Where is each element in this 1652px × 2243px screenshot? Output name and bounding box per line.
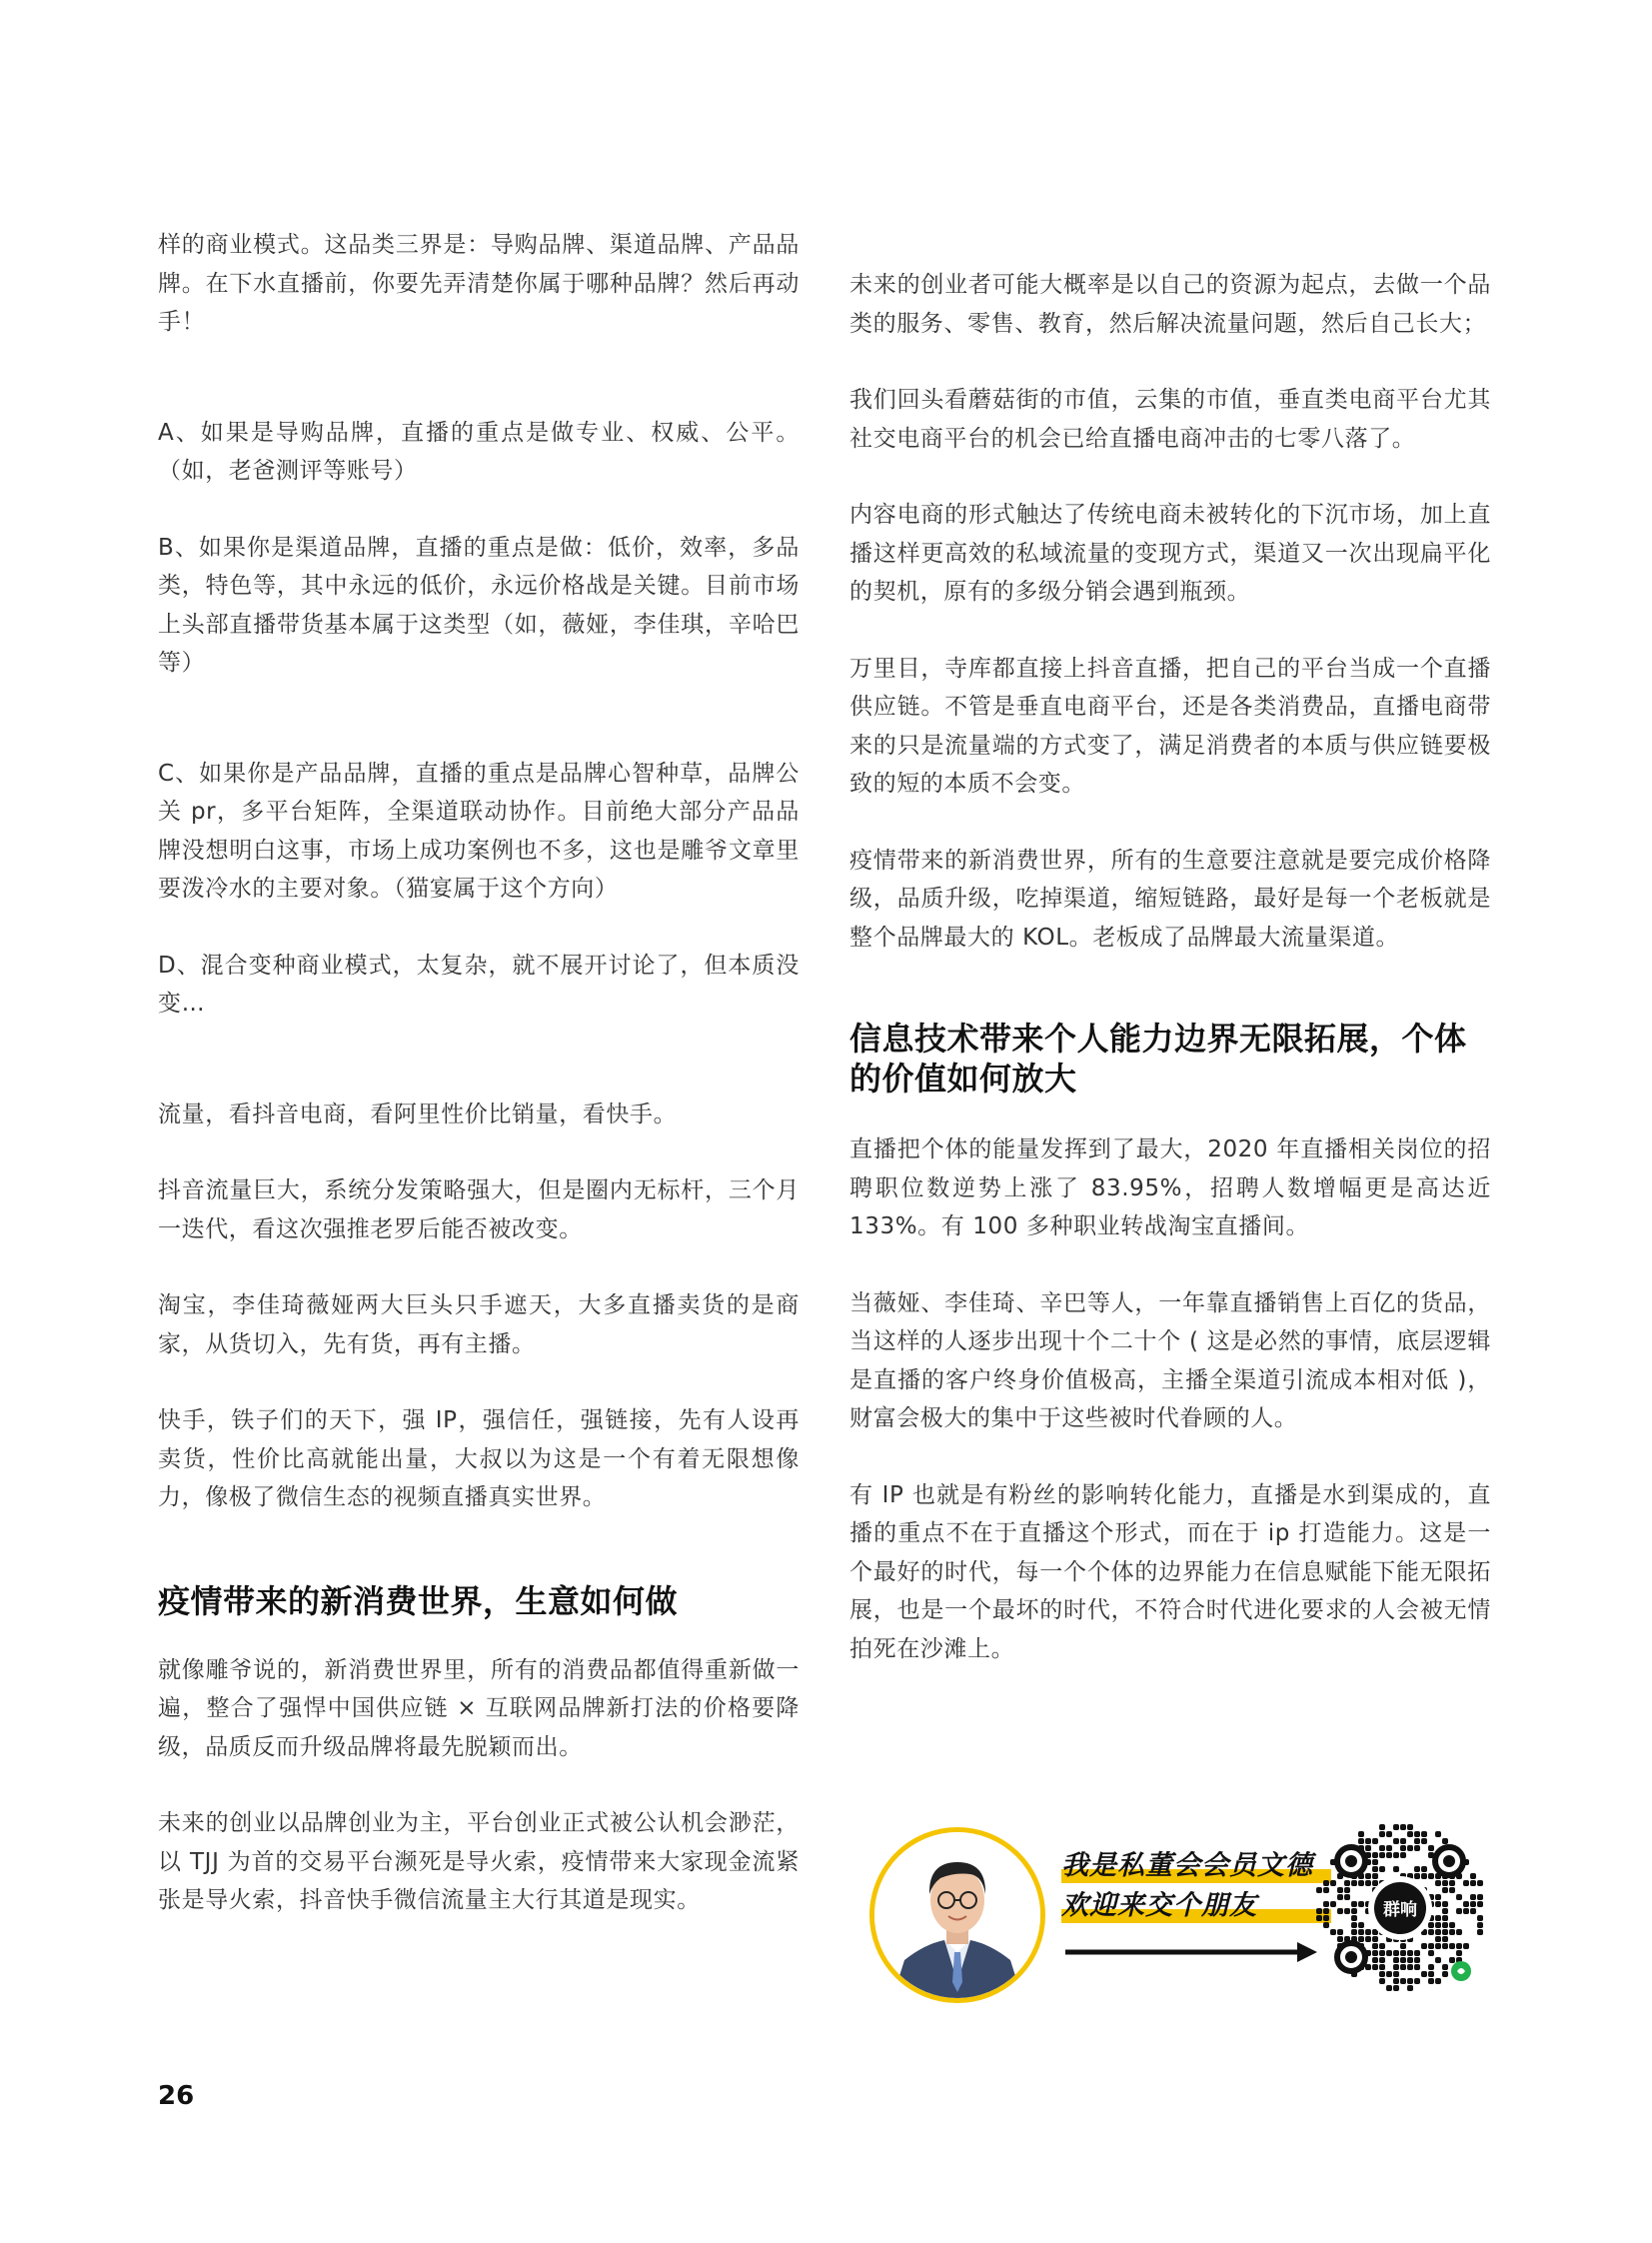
paragraph: 疫情带来的新消费世界，所有的生意要注意就是要完成价格降级，品质升级，吃掉渠道，缩短链路，最好是每一个老板就是整个品牌最大的 KOL。老板成了品牌最大流量渠道。 [849,847,1491,951]
qr-code-icon [1313,1821,1487,1995]
arrow-right-icon [1061,1937,1321,1967]
promo-line-1: 我是私董会会员文德 [1061,1847,1331,1885]
paragraph: 我们回头看蘑菇街的市值，云集的市值，垂直类电商平台尤其社交电商平台的机会已给直播电商冲击的七零八落了。 [849,387,1491,452]
paragraph: 未来的创业者可能大概率是以自己的资源为起点，去做一个品类的服务、零售、教育，然后解决流量问题，然后自己长大； [849,272,1491,337]
paragraph: 内容电商的形式触达了传统电商未被转化的下沉市场，加上直播这样更高效的私域流量的变现方式，渠道又一次出现扁平化的契机，原有的多级分销会遇到瓶颈。 [849,502,1491,605]
paragraph: A、如果是导购品牌，直播的重点是做专业、权威、公平。（如，老爸测评等账号） [158,419,800,484]
paragraph: C、如果你是产品品牌，直播的重点是品牌心智种草，品牌公关 pr，多平台矩阵，全渠道联动协作。目前绝大部分产品品牌没想明白这事，市场上成功案例也不多，这也是雕爷文章里要泼冷水的主要对象。（猫宴属于这个方向） [158,760,800,902]
paragraph: 样的商业模式。这品类三界是：导购品牌、渠道品牌、产品品牌。在下水直播前，你要先弄清楚你属于哪种品牌？然后再动手！ [158,232,800,335]
promo-banner [867,1825,1487,2003]
paragraph: 有 IP 也就是有粉丝的影响转化能力，直播是水到渠成的，直播的重点不在于直播这个形式，而在于 ip 打造能力。这是一个最好的时代，每一个个体的边界能力在信息赋能下能无限拓展，也是一个最坏的时代，不符合时代进化要求的人会被无情拍死在沙滩上。 [849,1481,1491,1662]
paragraph: 抖音流量巨大，系统分发策略强大，但是圈内无标杆，三个月一迭代，看这次强推老罗后能否被改变。 [158,1177,800,1242]
promo-text [1043,1825,1329,2003]
left-column [158,226,800,1920]
qr-logo-text: 群响 [1383,1900,1417,1920]
paragraph: 快手，铁子们的天下，强 IP，强信任，强链接，先有人设再卖货，性价比高就能出量，大叔以为这是一个有着无限想像力，像极了微信生态的视频直播真实世界。 [158,1407,800,1510]
right-column [849,266,1491,1668]
promo-line-2: 欢迎来交个朋友 [1061,1887,1331,1925]
avatar [869,1827,1045,2003]
section-heading: 疫情带来的新消费世界，生意如何做 [158,1581,679,1620]
paragraph: 当薇娅、李佳琦、辛巴等人，一年靠直播销售上百亿的货品，当这样的人逐步出现十个二十个 ( 这是必然的事情，底层逻辑是直播的客户终身价值极高，主播全渠道引流成本相对低 )，财富会极大的集中于这些被时代眷顾的人。 [849,1289,1491,1431]
paragraph: 未来的创业以品牌创业为主，平台创业正式被公认机会渺茫，以 TJJ 为首的交易平台濒死是导火索，疫情带来大家现金流紧张是导火索，抖音快手微信流量主大行其道是现实。 [158,1810,800,1913]
qr-code[interactable] [1313,1821,1487,1995]
paragraph: 就像雕爷说的，新消费世界里，所有的消费品都值得重新做一遍，整合了强悍中国供应链 × 互联网品牌新打法的价格要降级，品质反而升级品牌将最先脱颖而出。 [158,1656,800,1760]
paragraph: B、如果你是渠道品牌，直播的重点是做：低价，效率，多品类，特色等，其中永远的低价，永远价格战是关键。目前市场上头部直播带货基本属于这类型（如，薇娅，李佳琪，辛哈巴等） [158,534,800,676]
paragraph: D、混合变种商业模式，太复杂，就不展开讨论了，但本质没变… [158,952,800,1017]
section-heading: 信息技术带来个人能力边界无限拓展，个体的价值如何放大 [849,1020,1467,1098]
paragraph: 淘宝，李佳琦薇娅两大巨头只手遮天，大多直播卖货的是商家，从货切入，先有货，再有主播。 [158,1292,800,1357]
paragraph: 万里目，寺库都直接上抖音直播，把自己的平台当成一个直播供应链。不管是垂直电商平台，还是各类消费品，直播电商带来的只是流量端的方式变了，满足消费者的本质与供应链要极致的短的本质不会变。 [849,655,1491,797]
portrait-image [874,1832,1040,1998]
paragraph: 直播把个体的能量发挥到了最大，2020 年直播相关岗位的招聘职位数逆势上涨了 83.95%，招聘人数增幅更是高达近 133%。有 100 多种职业转战淘宝直播间。 [849,1136,1491,1239]
page-number: 26 [158,2081,195,2111]
paragraph: 流量，看抖音电商，看阿里性价比销量，看快手。 [158,1101,678,1127]
